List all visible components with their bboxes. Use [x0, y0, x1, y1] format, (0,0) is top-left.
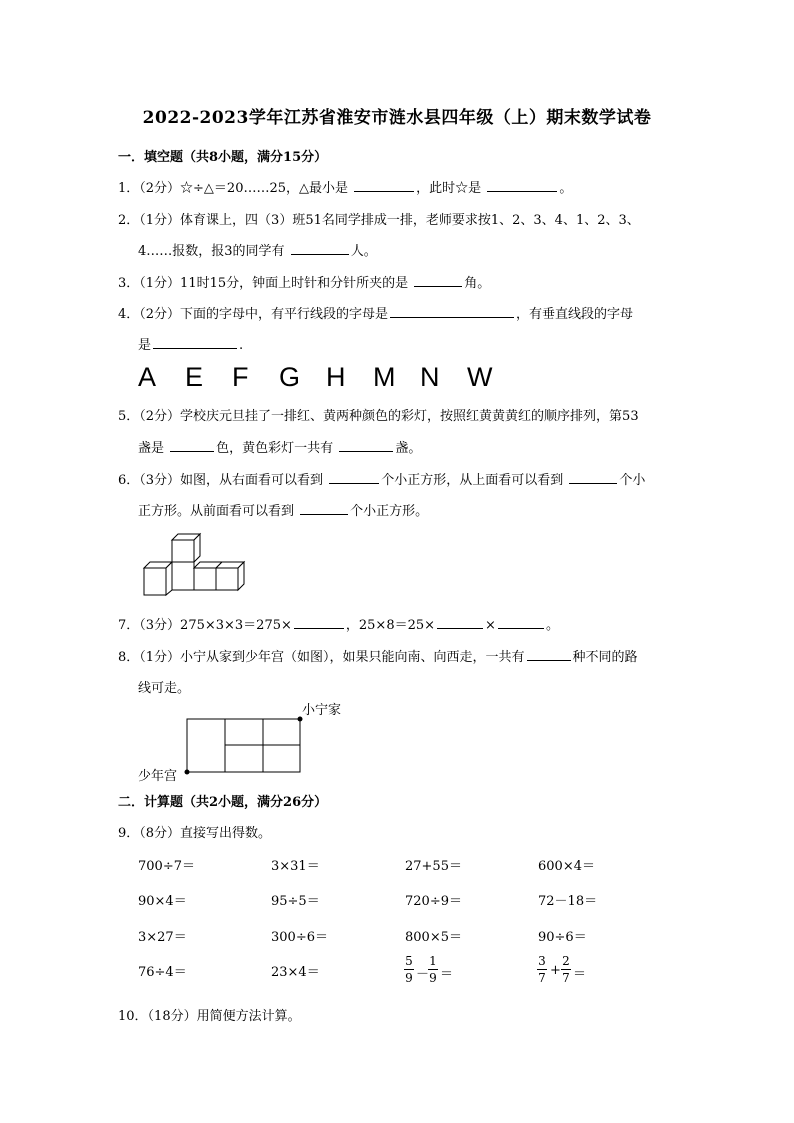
question-6-line-1: [118, 469, 645, 488]
letter-N: N: [420, 362, 440, 392]
q4-text-c: 是: [138, 338, 152, 353]
letters-row: [138, 362, 514, 393]
calc-item: 90÷6＝: [538, 930, 587, 945]
q5-blank-2[interactable]: [339, 439, 393, 452]
q6-blank-1[interactable]: [329, 471, 379, 484]
calc-item: 76÷4＝: [138, 965, 187, 980]
q7-blank-2[interactable]: [437, 616, 483, 629]
denominator: 9: [405, 971, 413, 985]
calc-item: 700÷7＝: [138, 859, 195, 874]
q7-text-d: 。: [545, 618, 559, 633]
fraction-2-7: [561, 955, 571, 984]
q1-blank-2[interactable]: [487, 179, 557, 192]
q5-text-c: 色，黄色彩灯一共有: [216, 441, 334, 456]
q7-blank-3[interactable]: [498, 616, 544, 629]
q2-text-b: 4……报数，报3的同学有: [138, 244, 285, 259]
letter-G: G: [279, 362, 301, 392]
q2-blank[interactable]: [291, 242, 349, 255]
section-1-heading: 一．填空题（共8小题，满分15分）: [118, 150, 328, 165]
q5-text-d: 盏。: [395, 441, 422, 456]
calc-item: 3×27＝: [138, 930, 187, 945]
numerator: 2: [562, 954, 570, 968]
palace-point: [185, 770, 190, 775]
question-8-line-1: [118, 646, 638, 665]
calc-item: 90×4＝: [138, 894, 187, 909]
calc-item: 720÷9＝: [405, 894, 462, 909]
question-5-line-2: [138, 437, 421, 456]
denominator: 7: [562, 971, 570, 985]
question-2-line-2: [138, 240, 377, 259]
q7-blank-1[interactable]: [294, 616, 344, 629]
q6-blank-2[interactable]: [569, 471, 617, 484]
q3-text-a: 3．（1分）11时15分，钟面上时针和分针所夹的是: [118, 276, 409, 291]
question-10: 10．（18分）用简便方法计算。: [118, 1009, 301, 1024]
q4-text-b: ，有垂直线段的字母: [516, 307, 634, 322]
letter-M: M: [373, 362, 396, 392]
question-1: [118, 177, 572, 196]
minus-sign: －: [416, 967, 430, 982]
label-palace: 少年宫: [138, 769, 178, 784]
q1-blank-1[interactable]: [354, 179, 414, 192]
question-4-line-2: [138, 334, 243, 353]
q3-text-b: 角。: [464, 276, 491, 291]
question-2-line-1: 2．（1分）体育课上，四（3）班51名同学排成一排，老师要求按1、2、3、4、1、2、3、: [118, 213, 640, 228]
plus-sign: +: [550, 963, 561, 978]
section-2-heading: 二．计算题（共2小题，满分26分）: [118, 795, 328, 810]
question-3: [118, 272, 490, 291]
letter-H: H: [326, 362, 346, 392]
question-7: [118, 614, 559, 633]
label-home: 小宁家: [302, 703, 342, 718]
numerator: 5: [405, 954, 413, 968]
fraction-5-9: [404, 955, 414, 984]
q6-text-e: 个小正方形。: [350, 504, 429, 519]
numerator: 3: [538, 954, 546, 968]
calc-item: 23×4＝: [271, 965, 320, 980]
cube-figure: [138, 532, 258, 598]
q4-text-d: .: [239, 338, 244, 353]
q4-text-a: 4．（2分）下面的字母中，有平行线段的字母是: [118, 307, 389, 322]
q7-text-a: 7．（3分）275×3×3＝275×: [118, 618, 292, 633]
q3-blank[interactable]: [414, 274, 462, 287]
q1-text-a: 1．（2分）☆÷△＝20……25，△最小是: [118, 181, 349, 196]
q8-blank[interactable]: [527, 648, 571, 661]
calc-item: 300÷6＝: [271, 930, 328, 945]
calc-item: 800×5＝: [405, 930, 462, 945]
q4-blank-1[interactable]: [390, 305, 514, 318]
calc-item: 27+55＝: [405, 859, 462, 874]
q6-text-c: 个小: [619, 473, 646, 488]
letter-W: W: [467, 362, 493, 392]
q5-blank-1[interactable]: [170, 439, 214, 452]
q6-text-d: 正方形。从前面看可以看到: [138, 504, 295, 519]
calc-item: 600×4＝: [538, 859, 595, 874]
question-5-line-1: 5．（2分）学校庆元旦挂了一排红、黄两种颜色的彩灯，按照红黄黄黄红的顺序排列，第53: [118, 409, 639, 424]
route-grid-figure: [180, 712, 310, 778]
q6-blank-3[interactable]: [300, 502, 348, 515]
q1-text-b: ，此时☆是: [416, 181, 482, 196]
q6-text-a: 6．（3分）如图，从右面看可以看到: [118, 473, 324, 488]
question-8-line-2: 线可走。: [138, 681, 191, 696]
question-9: 9．（8分）直接写出得数。: [118, 826, 272, 841]
calc-item: 3×31＝: [271, 859, 320, 874]
equals-sign: ＝: [440, 967, 454, 982]
denominator: 7: [538, 971, 546, 985]
numerator: 1: [429, 954, 437, 968]
question-6-line-2: [138, 500, 428, 519]
letter-E: E: [185, 362, 204, 392]
letter-F: F: [232, 362, 249, 392]
denominator: 9: [429, 971, 437, 985]
page-title: 2022-2023学年江苏省淮安市涟水县四年级（上）期末数学试卷: [142, 108, 652, 128]
letter-A: A: [138, 362, 157, 392]
q1-text-c: 。: [559, 181, 573, 196]
calc-item: 72－18＝: [538, 894, 598, 909]
q2-text-c: 人。: [350, 244, 377, 259]
q8-text-a: 8．（1分）小宁从家到少年宫（如图），如果只能向南、向西走，一共有: [118, 650, 525, 665]
fraction-3-7: [537, 955, 547, 984]
q8-text-b: 种不同的路: [572, 650, 638, 665]
q6-text-b: 个小正方形，从上面看可以看到: [381, 473, 564, 488]
q7-text-b: ，25×8＝25×: [345, 618, 436, 633]
calc-item: 95÷5＝: [271, 894, 320, 909]
q4-blank-2[interactable]: [153, 336, 237, 349]
equals-sign: ＝: [573, 967, 587, 982]
q5-text-b: 盏是: [138, 441, 165, 456]
q7-text-c: ×: [485, 618, 496, 633]
question-4-line-1: [118, 303, 633, 322]
fraction-1-9: [428, 955, 438, 984]
